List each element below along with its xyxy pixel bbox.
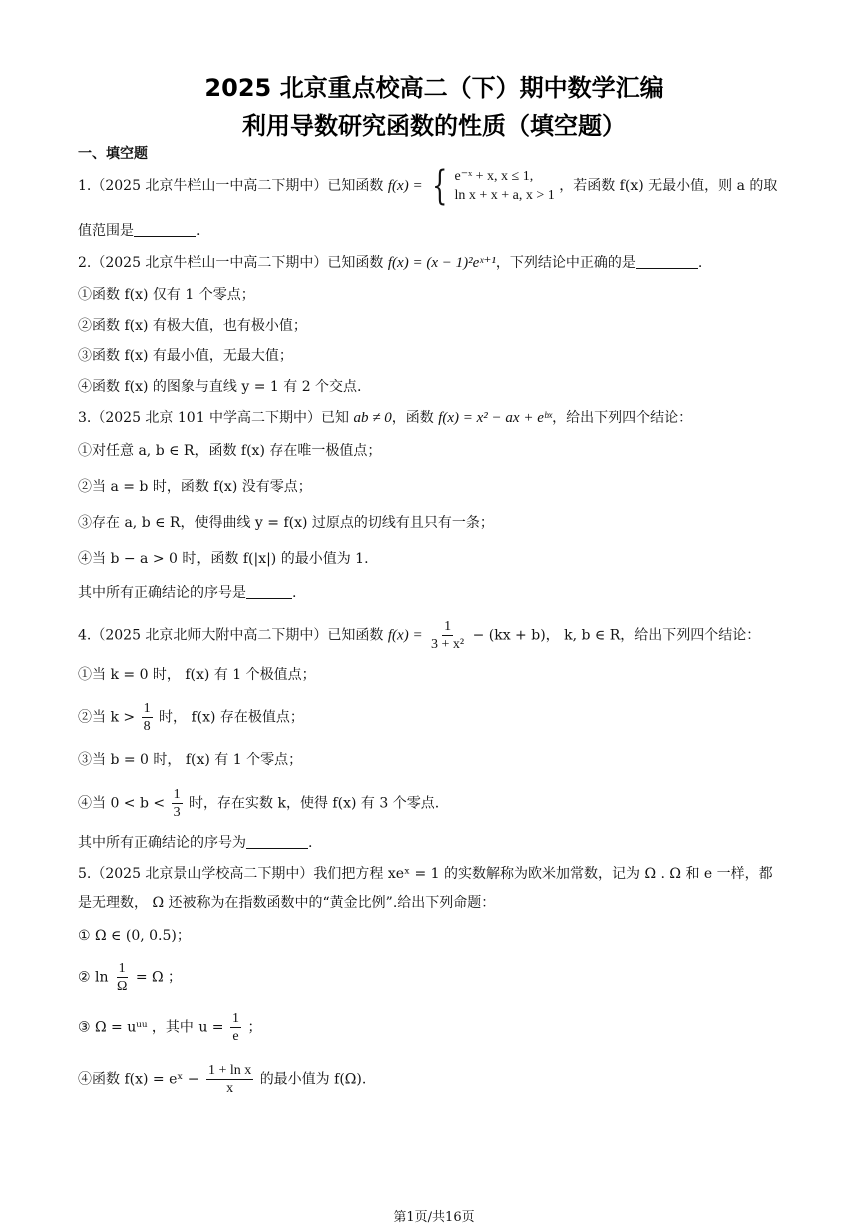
answer-blank [246, 584, 292, 599]
question-3-suffix: ，给出下列四个结论： [552, 410, 693, 426]
question-4-fx: f(x) = [387, 627, 423, 644]
question-4-prefix: 4.（2025 北京北师大附中高二下期中）已知函数 [78, 627, 384, 644]
question-4-ask-text: 其中所有正确结论的序号为 [78, 835, 246, 851]
question-4-option-4 [78, 786, 439, 821]
question-1-prefix: 1.（2025 北京牛栏山一中高二下期中）已知函数 [78, 178, 384, 194]
option-4-post: 时，存在实数 k，使得 f(x) 有 3 个零点. [189, 795, 440, 812]
brace-icon: { [432, 163, 448, 209]
fraction-denominator: 3 [173, 805, 181, 820]
question-5-option-4 [78, 1062, 366, 1097]
fraction-numerator: 1 [231, 1011, 239, 1026]
document-title: 2025 北京重点校高二（下）期中数学汇编 [204, 74, 664, 102]
q5-option-4-fraction [206, 1062, 253, 1097]
piecewise-case-1: e⁻ˣ + x, x ≤ 1, [454, 169, 534, 184]
option-4-fraction [172, 786, 183, 821]
fraction-denominator: x [226, 1081, 234, 1096]
question-3-ask: 其中所有正确结论的序号是 . [78, 585, 297, 601]
question-5-option-1: ① Ω ∈ (0, 0.5)； [78, 928, 191, 944]
question-3-condition: ab ≠ 0 [353, 410, 392, 426]
option-2-fraction [142, 700, 153, 735]
question-1-line-2: 值范围是 . [78, 223, 201, 239]
question-4-ask: 其中所有正确结论的序号为 . [78, 835, 313, 851]
answer-blank [246, 834, 308, 849]
question-3-prefix: 3.（2025 北京 101 中学高二下期中）已知 [78, 410, 350, 426]
question-2-stem: 2.（2025 北京牛栏山一中高二下期中）已知函数 f(x) = (x − 1)²eˣ⁺¹，下列结论中正确的是 . [78, 255, 703, 271]
question-4-option-1: ①当 k = 0 时， f(x) 有 1 个极值点； [78, 667, 316, 683]
fraction-numerator: 1 [173, 787, 181, 802]
question-1-fx: f(x) = [387, 178, 423, 194]
question-4-option-2 [78, 700, 304, 735]
question-5-line-2: 是无理数， Ω 还被称为在指数函数中的“黄金比例”.给出下列命题： [78, 895, 496, 911]
fraction-denominator: Ω [116, 979, 128, 994]
question-2-formula: f(x) = (x − 1)²eˣ⁺¹ [387, 255, 496, 271]
fraction-denominator: 8 [143, 719, 151, 734]
piecewise-function [427, 163, 555, 209]
q5-option-2-post: = Ω ； [135, 969, 183, 986]
fraction-denominator: e [232, 1029, 239, 1044]
document-subtitle: 利用导数研究函数的性质（填空题） [242, 112, 626, 140]
question-3-ask-text: 其中所有正确结论的序号是 [78, 585, 246, 601]
question-3-option-1: ①对任意 a, b ∈ R，函数 f(x) 存在唯一极值点； [78, 443, 382, 459]
question-2-prefix: 2.（2025 北京牛栏山一中高二下期中）已知函数 [78, 255, 384, 271]
question-3-formula: f(x) = x² − ax + eᵇˣ [438, 410, 553, 426]
question-2-option-1: ①函数 f(x) 仅有 1 个零点； [78, 287, 255, 303]
question-1-line-1 [78, 163, 778, 209]
fraction-numerator: 1 [143, 701, 151, 716]
q5-option-3-fraction [230, 1010, 241, 1045]
page-footer: 第1页/共16页 [393, 1210, 475, 1225]
option-4-pre: ④当 0 < b < [78, 795, 166, 812]
question-1-line-2-text: 值范围是 [78, 223, 134, 239]
fraction-numerator: 1 [118, 961, 126, 976]
q5-option-2-pre: ② ln [78, 969, 109, 986]
question-5-line-1: 5.（2025 北京景山学校高二下期中）我们把方程 xeˣ = 1 的实数解称为欧米加常数，记为 Ω . Ω 和 e 一样，都 [78, 866, 773, 882]
question-1-suffix: ，若函数 f(x) 无最小值，则 a 的取 [559, 178, 778, 194]
fraction-denominator: 3 + x² [431, 637, 465, 652]
question-4-stem [78, 618, 760, 653]
section-heading: 一、填空题 [78, 146, 148, 162]
question-4-option-3: ③当 b = 0 时， f(x) 有 1 个零点； [78, 752, 303, 768]
question-4-fraction [429, 618, 466, 653]
q5-option-2-fraction [115, 960, 129, 995]
question-3-option-4: ④当 b − a > 0 时，函数 f(|x|) 的最小值为 1. [78, 551, 369, 567]
question-3-option-2: ②当 a = b 时，函数 f(x) 没有零点； [78, 479, 312, 495]
question-2-option-3: ③函数 f(x) 有最小值，无最大值； [78, 348, 293, 364]
answer-blank [134, 222, 196, 237]
question-5-option-2 [78, 960, 182, 995]
q5-option-4-post: 的最小值为 f(Ω). [259, 1071, 367, 1088]
question-2-suffix: ，下列结论中正确的是 [495, 255, 636, 271]
fraction-numerator: 1 + ln x [207, 1063, 252, 1078]
option-2-post: 时， f(x) 存在极值点； [159, 709, 304, 726]
q5-option-3-pre: ③ Ω = uᵘᵘ ，其中 u = [78, 1019, 224, 1036]
fraction-numerator: 1 [444, 619, 452, 634]
question-3-mid: ，函数 [391, 410, 434, 426]
piecewise-cases [454, 167, 554, 205]
question-2-option-4: ④函数 f(x) 的图象与直线 y = 1 有 2 个交点. [78, 379, 362, 395]
answer-blank [636, 254, 698, 269]
q5-option-3-post: ； [247, 1019, 262, 1036]
question-5-option-3 [78, 1010, 261, 1045]
piecewise-case-2: ln x + x + a, x > 1 [454, 188, 555, 203]
question-4-rest: − (kx + b)， k, b ∈ R，给出下列四个结论： [472, 627, 761, 644]
question-3-stem [78, 408, 692, 428]
q5-option-4-pre: ④函数 f(x) = eˣ − [78, 1071, 200, 1088]
option-2-pre: ②当 k > [78, 709, 136, 726]
question-2-option-2: ②函数 f(x) 有极大值，也有极小值； [78, 318, 307, 334]
question-3-option-3: ③存在 a, b ∈ R，使得曲线 y = f(x) 过原点的切线有且只有一条； [78, 515, 494, 531]
